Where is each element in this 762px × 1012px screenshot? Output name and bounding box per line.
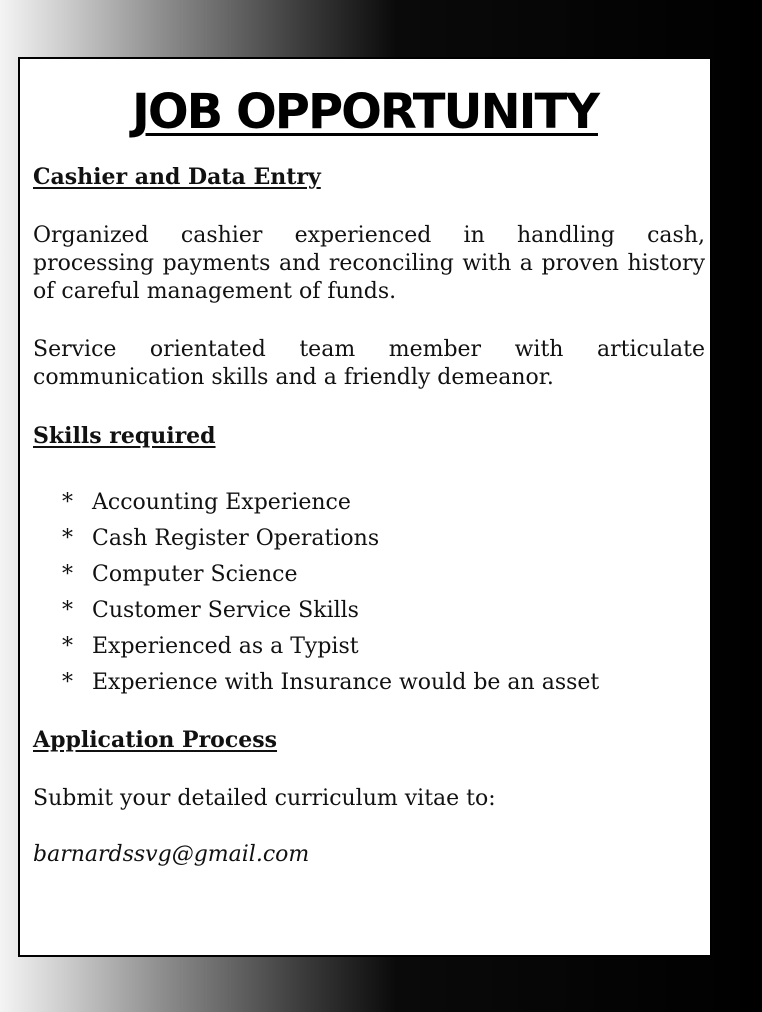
bullet-mark: * xyxy=(62,598,73,623)
skill-item xyxy=(62,629,599,665)
bullet-mark: * xyxy=(62,670,73,695)
contact-email[interactable]: barnardssvg@gmail.com xyxy=(33,842,310,867)
bullet-mark: * xyxy=(62,526,73,551)
skill-label: Experience with Insurance would be an asset xyxy=(92,670,600,695)
application-text: Submit your detailed curriculum vitae to: xyxy=(33,786,496,811)
job-poster xyxy=(18,57,712,957)
skill-label: Computer Science xyxy=(92,562,298,587)
skill-label: Cash Register Operations xyxy=(92,526,380,551)
bullet-mark: * xyxy=(62,634,73,659)
description-paragraph-2: Service orientated team member with articulate communication skills and a friendly demeanor. xyxy=(33,337,705,390)
skill-label: Experienced as a Typist xyxy=(92,634,359,659)
skill-label: Accounting Experience xyxy=(92,490,351,515)
application-heading: Application Process xyxy=(33,727,278,753)
skill-item xyxy=(62,557,599,593)
skill-label: Customer Service Skills xyxy=(92,598,359,623)
bullet-mark: * xyxy=(62,562,73,587)
description-paragraph-1: Organized cashier experienced in handling cash, processing payments and reconciling with a proven history of careful management of funds. xyxy=(33,223,705,304)
skill-item xyxy=(62,521,599,557)
skill-item xyxy=(62,593,599,629)
bullet-mark: * xyxy=(62,490,73,515)
skill-item xyxy=(62,485,599,521)
skill-item xyxy=(62,665,599,701)
skills-list xyxy=(62,485,599,701)
skills-heading: Skills required xyxy=(33,423,216,449)
poster-title: JOB OPPORTUNITY xyxy=(132,84,598,140)
position-heading: Cashier and Data Entry xyxy=(33,164,321,190)
